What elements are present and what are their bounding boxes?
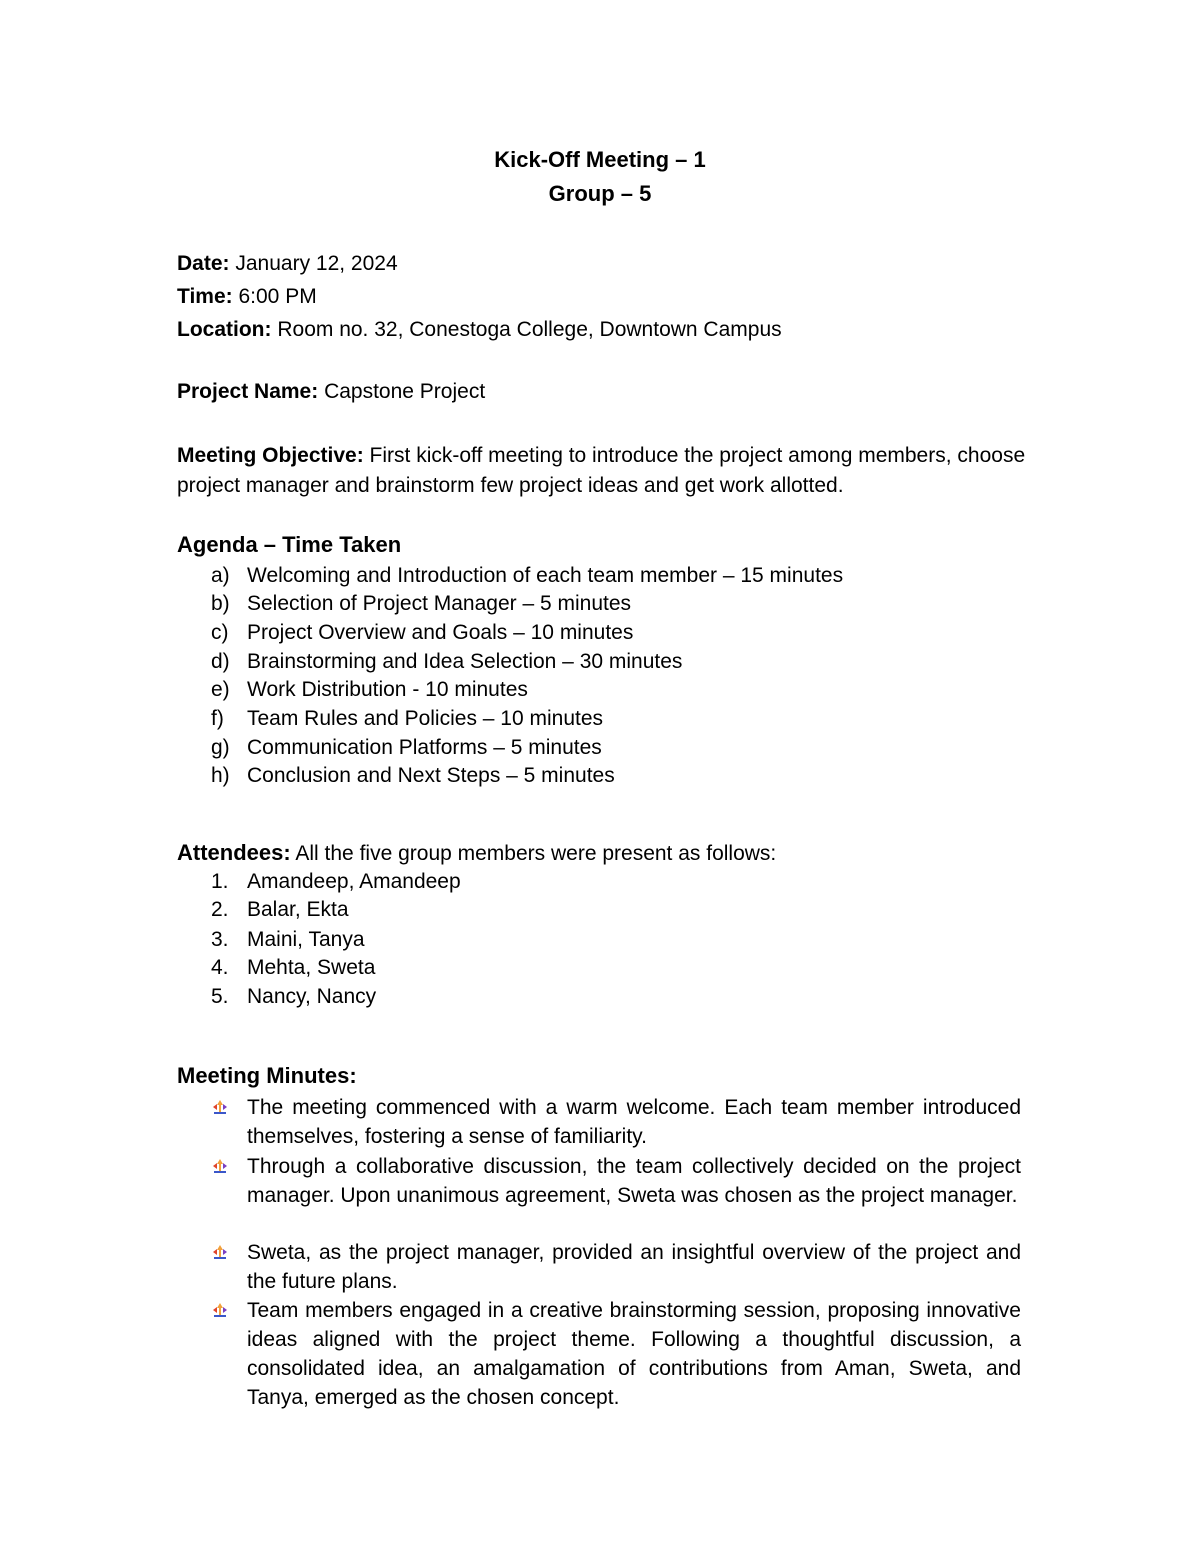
agenda-item-text: Conclusion and Next Steps – 5 minutes	[247, 764, 615, 787]
attendees-label: Attendees:	[177, 840, 291, 865]
attendee-name: Amandeep, Amandeep	[247, 870, 461, 893]
attendee-name: Balar, Ekta	[247, 898, 349, 921]
minutes-heading: Meeting Minutes:	[177, 1063, 357, 1088]
location-field	[177, 317, 782, 343]
attendee-name: Nancy, Nancy	[247, 985, 377, 1008]
arrow-bullet-icon	[211, 1098, 229, 1116]
project-name-field	[177, 379, 485, 405]
attendee-name: Mehta, Sweta	[247, 956, 376, 979]
document-title: Kick-Off Meeting – 1	[494, 147, 706, 172]
agenda-item-text: Welcoming and Introduction of each team member – 15 minutes	[247, 564, 844, 587]
date-field	[177, 251, 398, 277]
attendee-number: 4.	[211, 956, 229, 979]
document-subtitle: Group – 5	[548, 181, 652, 206]
time-value: 6:00 PM	[238, 285, 317, 308]
agenda-marker: g)	[211, 736, 230, 759]
attendee-number: 1.	[211, 870, 229, 893]
time-label: Time:	[177, 285, 233, 308]
date-label: Date:	[177, 252, 230, 275]
arrow-bullet-icon	[211, 1243, 229, 1261]
minute-item: Sweta, as the project manager, provided an insightful overview of the project and the future plans.	[247, 1241, 1021, 1293]
attendee-number: 3.	[211, 928, 229, 951]
location-value: Room no. 32, Conestoga College, Downtown Campus	[277, 318, 782, 341]
agenda-item-text: Communication Platforms – 5 minutes	[247, 736, 602, 759]
attendee-number: 2.	[211, 898, 229, 921]
agenda-marker: e)	[211, 678, 230, 701]
agenda-item-text: Work Distribution - 10 minutes	[247, 678, 528, 701]
agenda-item-text: Selection of Project Manager – 5 minutes	[247, 592, 632, 615]
attendee-name: Maini, Tanya	[247, 928, 365, 951]
objective-value: First kick-off meeting to introduce the project among members, choose project manager and brainstorm few project ideas and get work allotted.	[177, 444, 1026, 497]
minute-item: Team members engaged in a creative brainstorming session, proposing innovative ideas aligned with the project theme. Following a thoughtful discussion, a consolidated idea, an amalgamation of contributions from Aman, Sweta, and Tanya, emerged as the chosen concept.	[247, 1299, 1021, 1409]
agenda-marker: b)	[211, 592, 230, 615]
objective-label: Meeting Objective:	[177, 444, 364, 467]
agenda-item-text: Team Rules and Policies – 10 minutes	[247, 707, 604, 730]
agenda-marker: a)	[211, 564, 230, 587]
agenda-item-text: Project Overview and Goals – 10 minutes	[247, 621, 634, 644]
attendees-intro: All the five group members were present as follows:	[295, 842, 777, 865]
date-value: January 12, 2024	[235, 252, 398, 275]
meeting-objective	[177, 441, 1027, 501]
agenda-item-text: Brainstorming and Idea Selection – 30 minutes	[247, 650, 683, 673]
arrow-bullet-icon	[211, 1301, 229, 1319]
agenda-marker: d)	[211, 650, 230, 673]
attendee-number: 5.	[211, 985, 229, 1008]
minute-item: The meeting commenced with a warm welcome. Each team member introduced themselves, fostering a sense of familiarity.	[247, 1096, 1021, 1148]
location-label: Location:	[177, 318, 272, 341]
agenda-marker: f)	[211, 707, 224, 730]
time-field	[177, 284, 317, 310]
agenda-marker: c)	[211, 621, 229, 644]
arrow-bullet-icon	[211, 1157, 229, 1175]
attendees-field	[177, 840, 776, 867]
agenda-marker: h)	[211, 764, 230, 787]
project-name-value: Capstone Project	[324, 380, 486, 403]
agenda-heading: Agenda – Time Taken	[177, 532, 402, 557]
project-name-label: Project Name:	[177, 380, 319, 403]
minute-item: Through a collaborative discussion, the team collectively decided on the project manager. Upon unanimous agreement, Sweta was chosen as the project manager.	[247, 1155, 1021, 1207]
